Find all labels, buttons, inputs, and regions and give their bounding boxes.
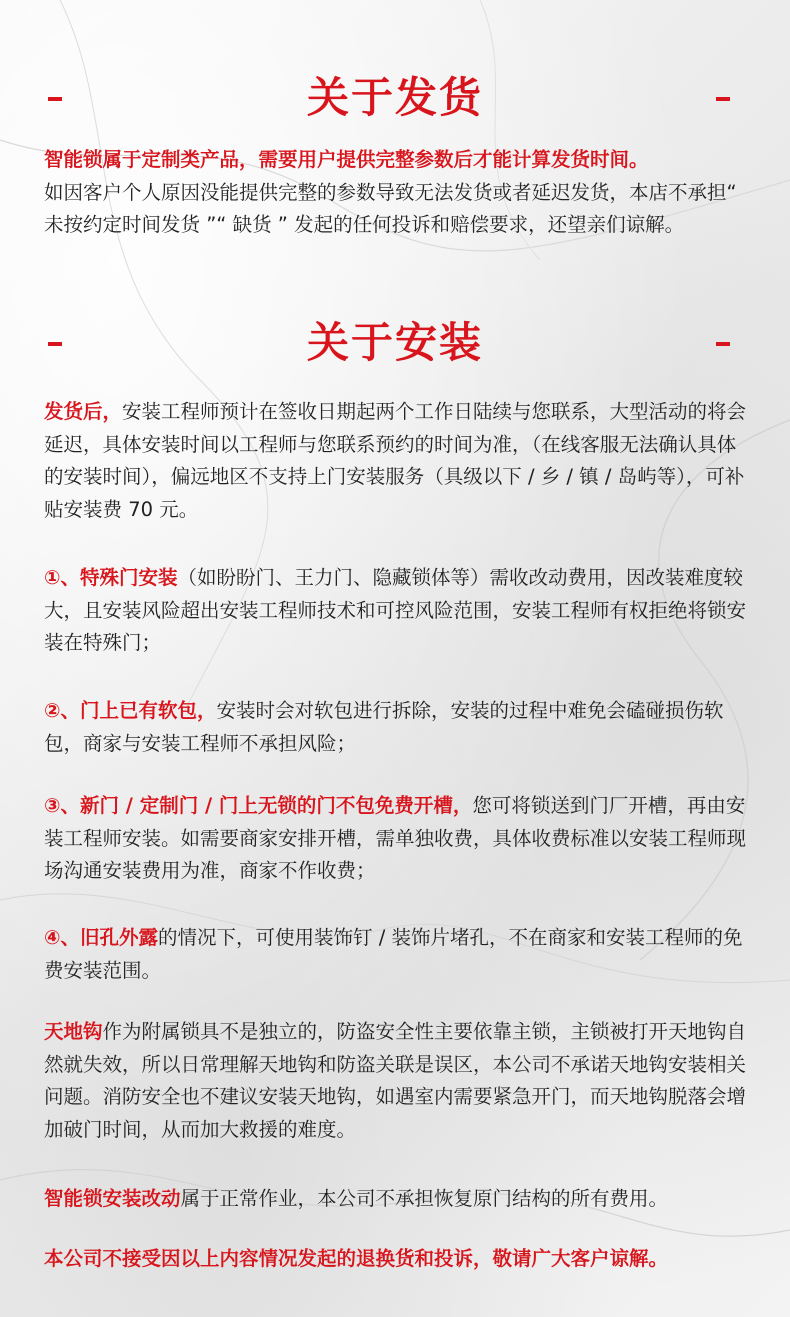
shipping-body: 如因客户个人原因没能提供完整的参数导致无法发货或者延迟发货，本店不承担“ 未按约定时间发货 ”“ 缺货 ” 发起的任何投诉和赔偿要求，还望亲们谅解。: [44, 180, 737, 236]
door-hook-body: 作为附属锁具不是独立的，防盗安全性主要依靠主锁，主锁被打开天地钩自然就失效，所以日常理解天地钩和防盗关联是误区，本公司不承诺天地钩安装相关问题。消防安全也不建议安装天地钩，如遇室内需要紧急开门，而天地钩脱落会增加破门时间，从而加大救援的难度。: [44, 1020, 747, 1141]
install-item-4-lead: ④、旧孔外露: [44, 926, 159, 949]
install-item-4: [44, 922, 749, 987]
door-hook-lead: 天地钩: [44, 1020, 103, 1043]
modification-body: 属于正常作业，本公司不承担恢复原门结构的所有费用。: [180, 1187, 669, 1210]
shipping-lead: 智能锁属于定制类产品，需要用户提供完整参数后才能计算发货时间。: [44, 148, 649, 171]
install-item-4-body: 的情况下，可使用装饰钉 / 装饰片堵孔，不在商家和安装工程师的免费安装范围。: [44, 926, 743, 982]
install-item-3-lead: ③、新门 / 定制门 / 门上无锁的门不包免费开槽，: [44, 794, 473, 817]
modification-lead: 智能锁安装改动: [44, 1187, 181, 1210]
section-header-installation: [0, 313, 790, 373]
install-item-2-lead: ②、门上已有软包，: [44, 699, 217, 722]
closing-notice-text: 本公司不接受因以上内容情况发起的退换货和投诉，敬请广大客户谅解。: [44, 1247, 669, 1270]
decor-dash-right: [716, 97, 730, 101]
install-item-3: [44, 790, 749, 888]
section-title-shipping: 关于发货: [306, 73, 483, 122]
door-hook-paragraph: [44, 1016, 749, 1146]
section-title-installation: 关于安装: [306, 318, 483, 367]
shipping-paragraph: [44, 144, 749, 242]
closing-notice: [44, 1243, 749, 1276]
modification-paragraph: [44, 1183, 749, 1216]
install-item-3-body: 您可将锁送到门厂开槽，再由安装工程师安装。如需要商家安排开槽，需单独收费，具体收费标准以安装工程师现场沟通安装费用为准，商家不作收费；: [44, 794, 747, 882]
install-item-1-body: （如盼盼门、王力门、隐藏锁体等）需收改动费用，因改装难度较大，且安装风险超出安装工程师技术和可控风险范围，安装工程师有权拒绝将锁安装在特殊门；: [44, 566, 747, 654]
section-header-shipping: [0, 68, 790, 128]
decor-dash-right: [716, 342, 730, 346]
install-intro-body: 安装工程师预计在签收日期起两个工作日陆续与您联系，大型活动的将会延迟，具体安装时间以工程师与您联系预约的时间为准，（在线客服无法确认具体的安装时间），偏远地区不支持上门安装服务（具级以下 / 乡 / 镇 / 岛屿等），可补贴安装费 70 元。: [44, 400, 747, 521]
install-item-1-lead: ①、特殊门安装: [44, 566, 178, 589]
install-intro-paragraph: [44, 396, 749, 526]
install-item-2-body: 安装时会对软包进行拆除，安装的过程中难免会磕碰损伤软包，商家与安装工程师不承担风险；: [44, 699, 724, 755]
install-item-1: [44, 562, 749, 660]
install-item-2: [44, 695, 749, 760]
install-intro-lead: 发货后，: [44, 400, 123, 423]
